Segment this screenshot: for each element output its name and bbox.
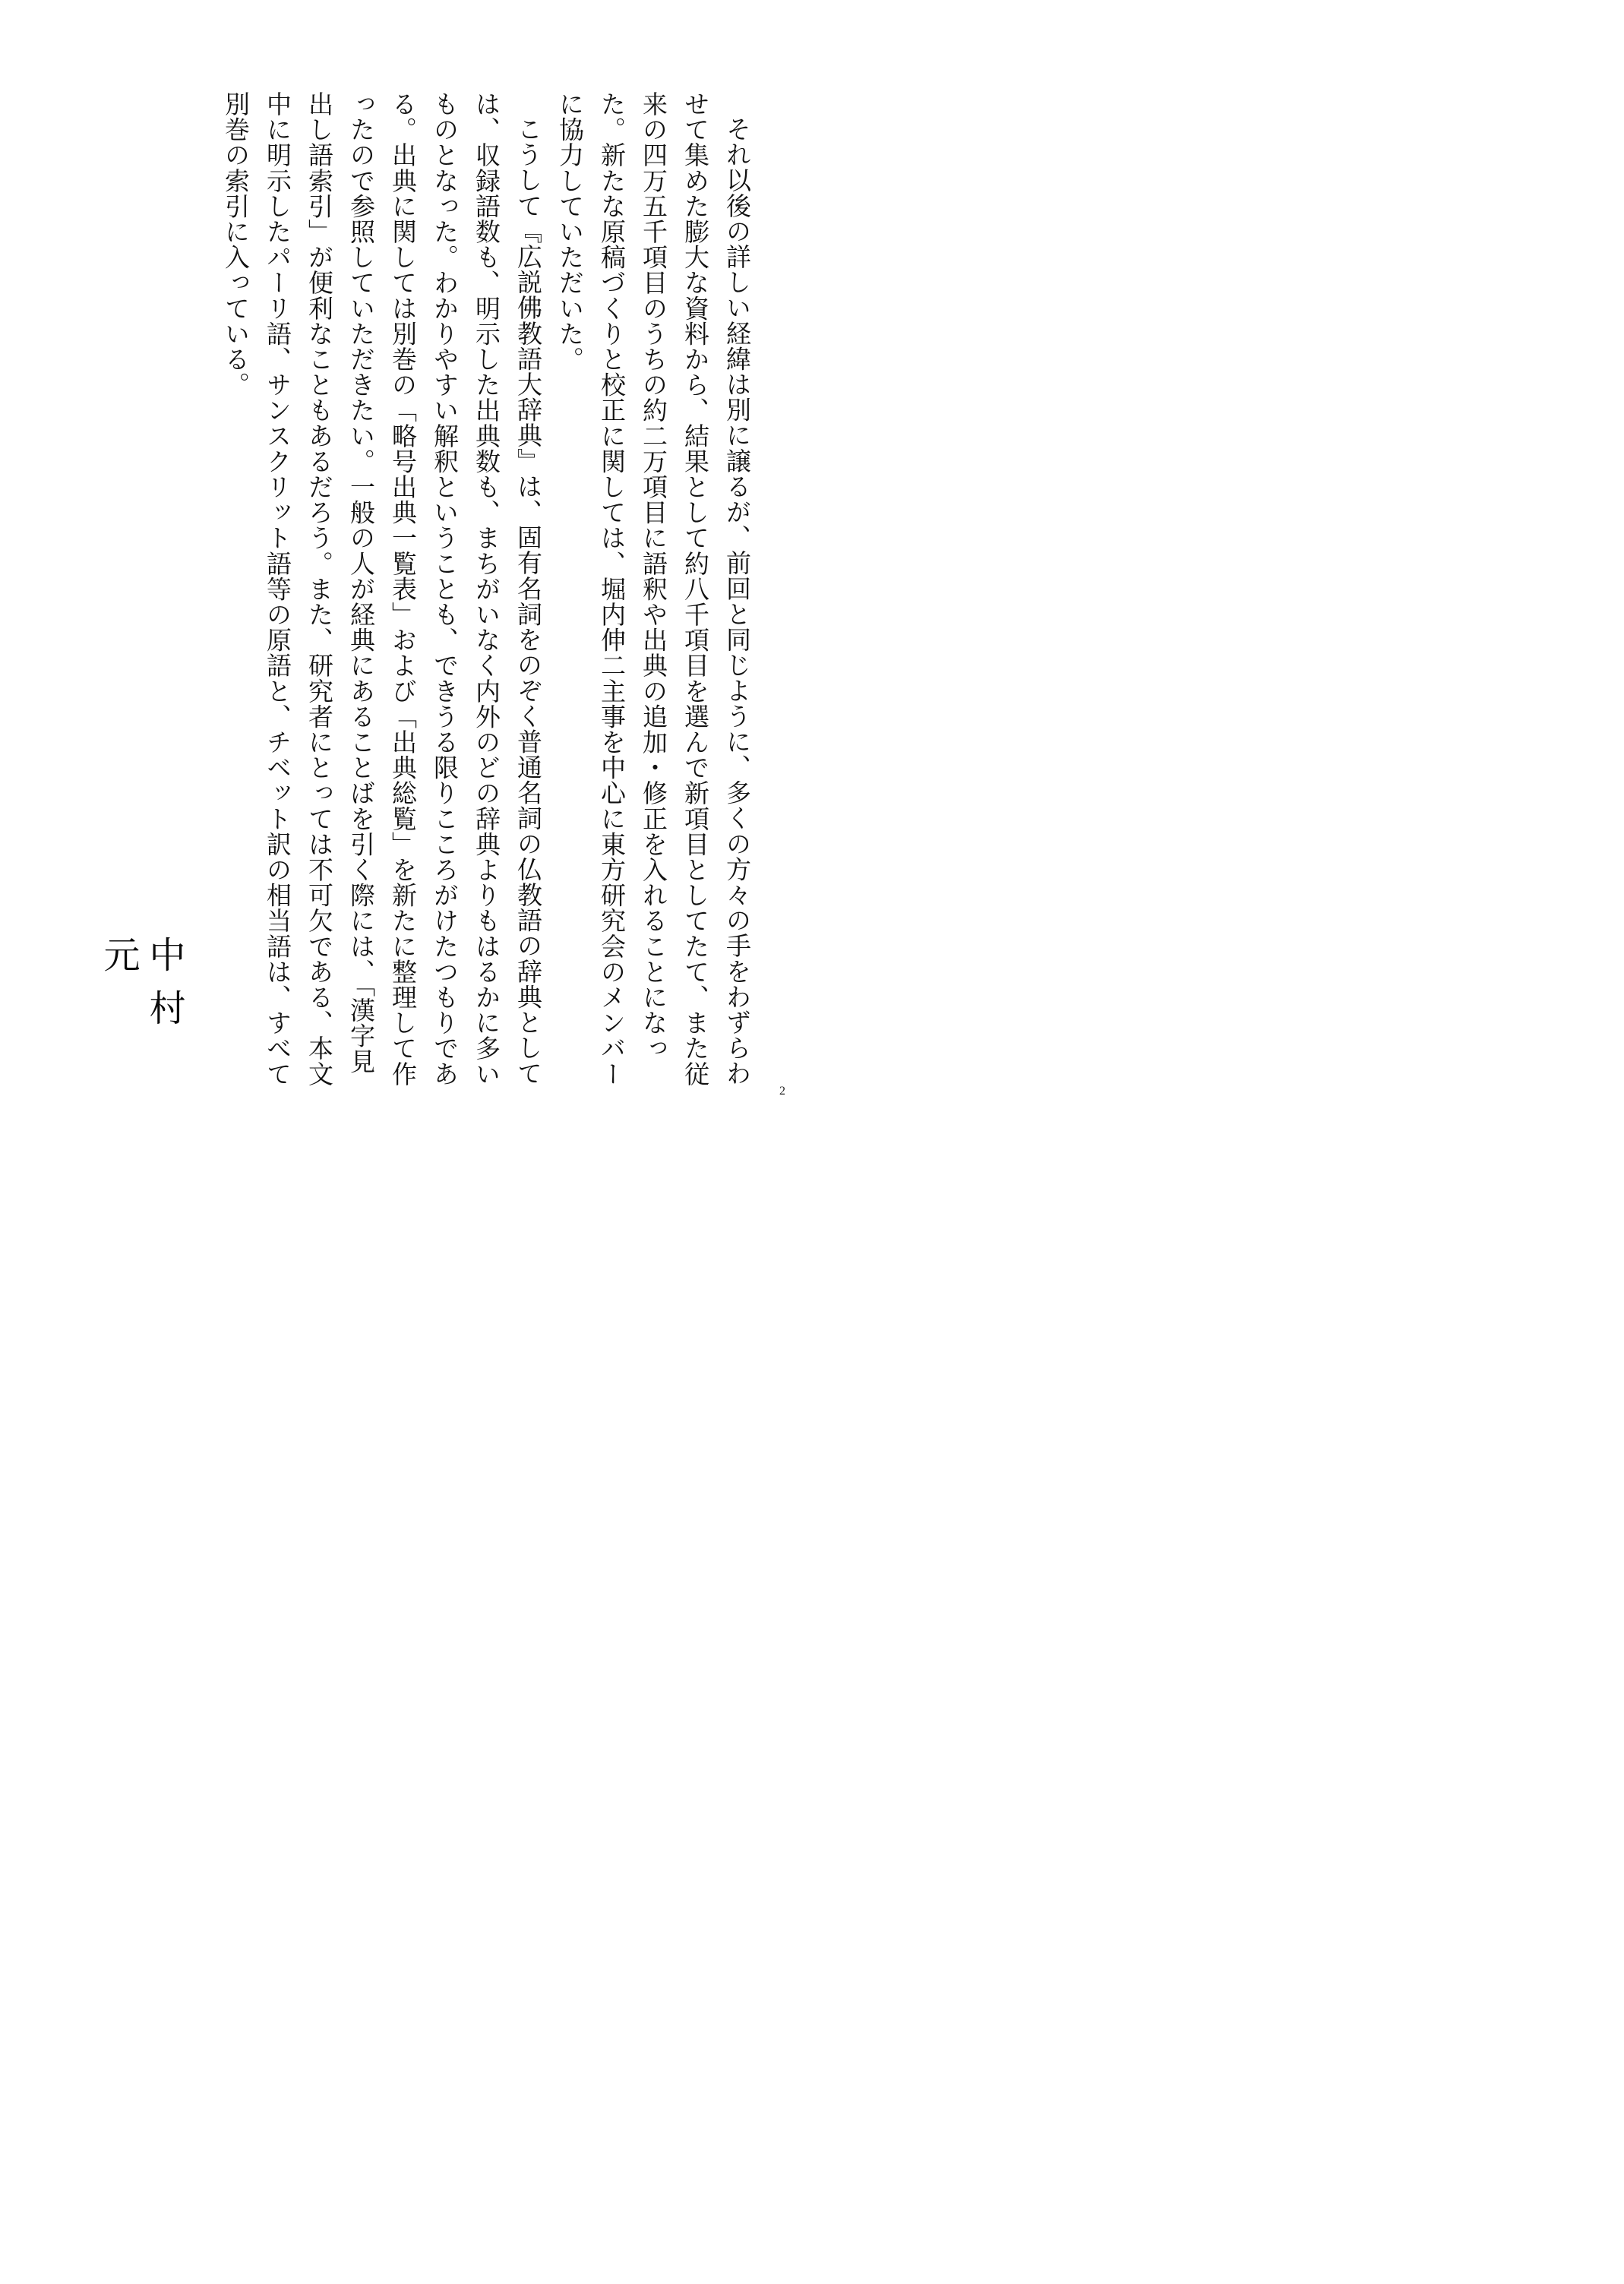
paragraph-2: こうして『広説佛教語大辞典』は、固有名詞をのぞく普通名詞の仏教語の辞典としては、収録語数も、明示した出典数も、まちがいなく内外のどの辞典よりもはるかに多いものとなった。わかりやすい解釈ということも、できうる限りこころがけたつもりである。出典に関しては別巻の「略号出典一覧表」および「出典総覧」を新たに整理して作ったので参照していただきたい。一般の人が経典にあることばを引く際には、「漢字見出し語索引」が便利なこともあるだろう。また、研究者にとっては不可欠である、本文中に明示したパーリ語、サンスクリット語等の原語と、チベット訳の相当語は、すべて別巻の索引に入っている。 [221,91,543,1087]
paragraph-3 [211,91,215,1094]
document-page [0,0,843,1193]
page-number: 2 [779,1085,785,1098]
paragraph-1: それ以後の詳しい経緯は別に譲るが、前回と同じように、多くの方々の手をわずらわせて集めた膨大な資料から、結果として約八千項目を選んで新項目としてたて、また従来の四万五千項目のうちの約二万項目に語釈や出典の追加・修正を入れることになった。新たな原稿づくりと校正に関しては、堀内伸二主事を中心に東方研究会のメンバーに協力していただいた。 [555,91,752,1087]
author-signature: 中村 元 [97,936,185,1095]
body-text [211,91,758,1094]
